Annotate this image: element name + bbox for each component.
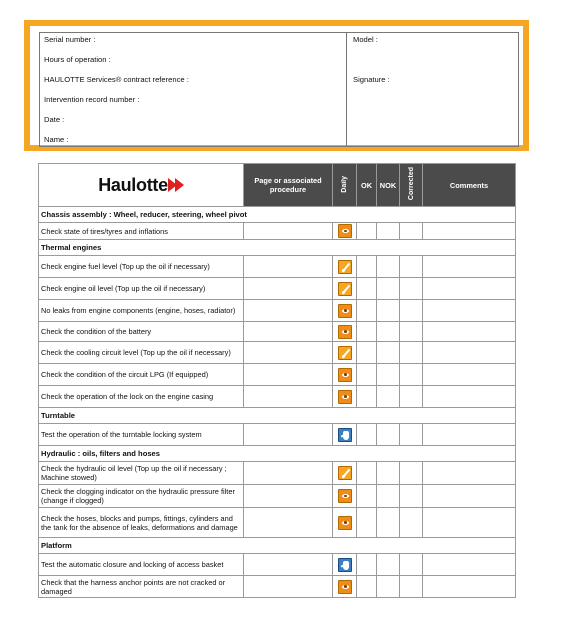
table-row	[39, 554, 516, 576]
comments-cell[interactable]	[423, 485, 516, 508]
table-row	[39, 223, 516, 240]
daily-cell	[333, 278, 357, 300]
item-description: Test the automatic closure and locking of access basket	[39, 554, 244, 576]
item-description: Check the clogging indicator on the hydraulic pressure filter (change if clogged)	[39, 485, 244, 508]
table-row	[39, 300, 516, 322]
table-row	[39, 364, 516, 386]
table-row	[39, 342, 516, 364]
comments-cell[interactable]	[423, 386, 516, 408]
procedure-cell[interactable]	[244, 554, 333, 576]
item-description: Check the cooling circuit level (Top up the oil if necessary)	[39, 342, 244, 364]
ok-cell[interactable]	[357, 256, 377, 278]
nok-cell[interactable]	[377, 364, 400, 386]
table-header-row	[39, 164, 516, 207]
section-title: Platform	[39, 538, 516, 554]
column-ok: OK	[357, 164, 377, 207]
nok-cell[interactable]	[377, 462, 400, 485]
corrected-cell[interactable]	[400, 508, 423, 538]
corrected-cell[interactable]	[400, 223, 423, 240]
comments-cell[interactable]	[423, 576, 516, 598]
model-field[interactable]: Model :	[353, 35, 378, 44]
corrected-cell[interactable]	[400, 342, 423, 364]
procedure-cell[interactable]	[244, 462, 333, 485]
eye-icon	[338, 390, 352, 404]
table-row	[39, 485, 516, 508]
corrected-cell[interactable]	[400, 386, 423, 408]
table-row	[39, 256, 516, 278]
nok-cell[interactable]	[377, 342, 400, 364]
item-description: Check engine oil level (Top up the oil if necessary)	[39, 278, 244, 300]
daily-cell	[333, 554, 357, 576]
corrected-cell[interactable]	[400, 364, 423, 386]
section-title: Chassis assembly : Wheel, reducer, steering, wheel pivot	[39, 207, 516, 223]
item-description: Check that the harness anchor points are not cracked or damaged	[39, 576, 244, 598]
nok-cell[interactable]	[377, 223, 400, 240]
procedure-cell[interactable]	[244, 508, 333, 538]
brand-name: Haulotte	[98, 174, 168, 195]
comments-cell[interactable]	[423, 364, 516, 386]
contract-reference-field[interactable]: HAULOTTE Services® contract reference :	[44, 75, 189, 84]
oil-can-icon	[338, 346, 352, 360]
item-description: Check engine fuel level (Top up the oil if necessary)	[39, 256, 244, 278]
comments-cell[interactable]	[423, 300, 516, 322]
daily-cell	[333, 223, 357, 240]
item-description: Check the condition of the battery	[39, 322, 244, 342]
table-row	[39, 508, 516, 538]
daily-label: Daily	[341, 175, 348, 193]
nok-cell[interactable]	[377, 424, 400, 446]
comments-cell[interactable]	[423, 342, 516, 364]
oil-can-icon	[338, 282, 352, 296]
nok-cell[interactable]	[377, 576, 400, 598]
eye-icon	[338, 368, 352, 382]
name-field[interactable]: Name :	[44, 135, 69, 144]
eye-icon	[338, 224, 352, 238]
corrected-cell[interactable]	[400, 576, 423, 598]
table-row	[39, 424, 516, 446]
item-description: Test the operation of the turntable locking system	[39, 424, 244, 446]
nok-cell[interactable]	[377, 386, 400, 408]
haulotte-logo	[39, 164, 244, 207]
table-row	[39, 278, 516, 300]
procedure-cell[interactable]	[244, 424, 333, 446]
comments-cell[interactable]	[423, 223, 516, 240]
section-title: Turntable	[39, 408, 516, 424]
nok-cell[interactable]	[377, 278, 400, 300]
info-left-column	[40, 33, 347, 146]
eye-icon	[338, 489, 352, 503]
procedure-cell[interactable]	[244, 342, 333, 364]
intervention-info-frame	[24, 20, 529, 151]
item-description: No leaks from engine components (engine, hoses, radiator)	[39, 300, 244, 322]
column-nok: NOK	[377, 164, 400, 207]
corrected-cell[interactable]	[400, 300, 423, 322]
hand-icon	[338, 428, 352, 442]
ok-cell[interactable]	[357, 322, 377, 342]
item-description: Check the condition of the circuit LPG (If equipped)	[39, 364, 244, 386]
daily-cell	[333, 322, 357, 342]
procedure-cell[interactable]	[244, 322, 333, 342]
checklist-table	[38, 163, 516, 598]
procedure-cell[interactable]	[244, 223, 333, 240]
ok-cell[interactable]	[357, 508, 377, 538]
nok-cell[interactable]	[377, 485, 400, 508]
daily-cell	[333, 342, 357, 364]
intervention-record-field[interactable]: Intervention record number :	[44, 95, 140, 104]
eye-icon	[338, 580, 352, 594]
corrected-cell[interactable]	[400, 554, 423, 576]
ok-cell[interactable]	[357, 386, 377, 408]
procedure-cell[interactable]	[244, 386, 333, 408]
ok-cell[interactable]	[357, 342, 377, 364]
comments-cell[interactable]	[423, 554, 516, 576]
nok-cell[interactable]	[377, 322, 400, 342]
nok-cell[interactable]	[377, 256, 400, 278]
item-description: Check the hydraulic oil level (Top up the oil if necessary ; Machine stowed)	[39, 462, 244, 485]
table-row	[39, 322, 516, 342]
eye-icon	[338, 516, 352, 530]
comments-cell[interactable]	[423, 508, 516, 538]
comments-cell[interactable]	[423, 462, 516, 485]
eye-icon	[338, 325, 352, 339]
logo-chevrons-icon	[170, 178, 184, 192]
ok-cell[interactable]	[357, 576, 377, 598]
ok-cell[interactable]	[357, 300, 377, 322]
comments-cell[interactable]	[423, 278, 516, 300]
oil-can-icon	[338, 260, 352, 274]
ok-cell[interactable]	[357, 554, 377, 576]
hand-icon	[338, 558, 352, 572]
column-comments: Comments	[423, 164, 516, 207]
corrected-cell[interactable]	[400, 485, 423, 508]
section-row	[39, 207, 516, 223]
date-field[interactable]: Date :	[44, 115, 65, 124]
procedure-cell[interactable]	[244, 485, 333, 508]
column-daily	[333, 164, 357, 207]
oil-can-icon	[338, 466, 352, 480]
section-title: Thermal engines	[39, 240, 516, 256]
daily-cell	[333, 386, 357, 408]
corrected-cell[interactable]	[400, 322, 423, 342]
comments-cell[interactable]	[423, 322, 516, 342]
intervention-info-box	[39, 32, 519, 147]
ok-cell[interactable]	[357, 462, 377, 485]
corrected-cell[interactable]	[400, 256, 423, 278]
corrected-cell[interactable]	[400, 278, 423, 300]
daily-cell	[333, 364, 357, 386]
procedure-cell[interactable]	[244, 256, 333, 278]
section-row	[39, 446, 516, 462]
ok-cell[interactable]	[357, 278, 377, 300]
signature-field[interactable]: Signature :	[353, 75, 390, 84]
section-title: Hydraulic : oils, filters and hoses	[39, 446, 516, 462]
daily-cell	[333, 462, 357, 485]
section-row	[39, 538, 516, 554]
eye-icon	[338, 304, 352, 318]
column-corrected	[400, 164, 423, 207]
procedure-cell[interactable]	[244, 576, 333, 598]
corrected-cell[interactable]	[400, 462, 423, 485]
item-description: Check the operation of the lock on the engine casing	[39, 386, 244, 408]
table-row	[39, 462, 516, 485]
procedure-cell[interactable]	[244, 278, 333, 300]
comments-cell[interactable]	[423, 256, 516, 278]
ok-cell[interactable]	[357, 364, 377, 386]
item-description: Check state of tires/tyres and inflations	[39, 223, 244, 240]
corrected-label: Corrected	[407, 167, 415, 201]
hours-of-operation-field[interactable]: Hours of operation :	[44, 55, 111, 64]
daily-cell	[333, 256, 357, 278]
procedure-cell[interactable]	[244, 300, 333, 322]
ok-cell[interactable]	[357, 223, 377, 240]
ok-cell[interactable]	[357, 424, 377, 446]
ok-cell[interactable]	[357, 485, 377, 508]
nok-cell[interactable]	[377, 554, 400, 576]
procedure-cell[interactable]	[244, 364, 333, 386]
section-row	[39, 408, 516, 424]
daily-cell	[333, 576, 357, 598]
daily-cell	[333, 485, 357, 508]
daily-cell	[333, 424, 357, 446]
serial-number-field[interactable]: Serial number :	[44, 35, 96, 44]
table-row	[39, 576, 516, 598]
nok-cell[interactable]	[377, 508, 400, 538]
daily-cell	[333, 300, 357, 322]
column-procedure: Page or associated procedure	[244, 164, 333, 207]
item-description: Check the hoses, blocks and pumps, fittings, cylinders and the tank for the absence of leaks, deformations and damage	[39, 508, 244, 538]
comments-cell[interactable]	[423, 424, 516, 446]
daily-cell	[333, 508, 357, 538]
section-row	[39, 240, 516, 256]
nok-cell[interactable]	[377, 300, 400, 322]
corrected-cell[interactable]	[400, 424, 423, 446]
table-row	[39, 386, 516, 408]
